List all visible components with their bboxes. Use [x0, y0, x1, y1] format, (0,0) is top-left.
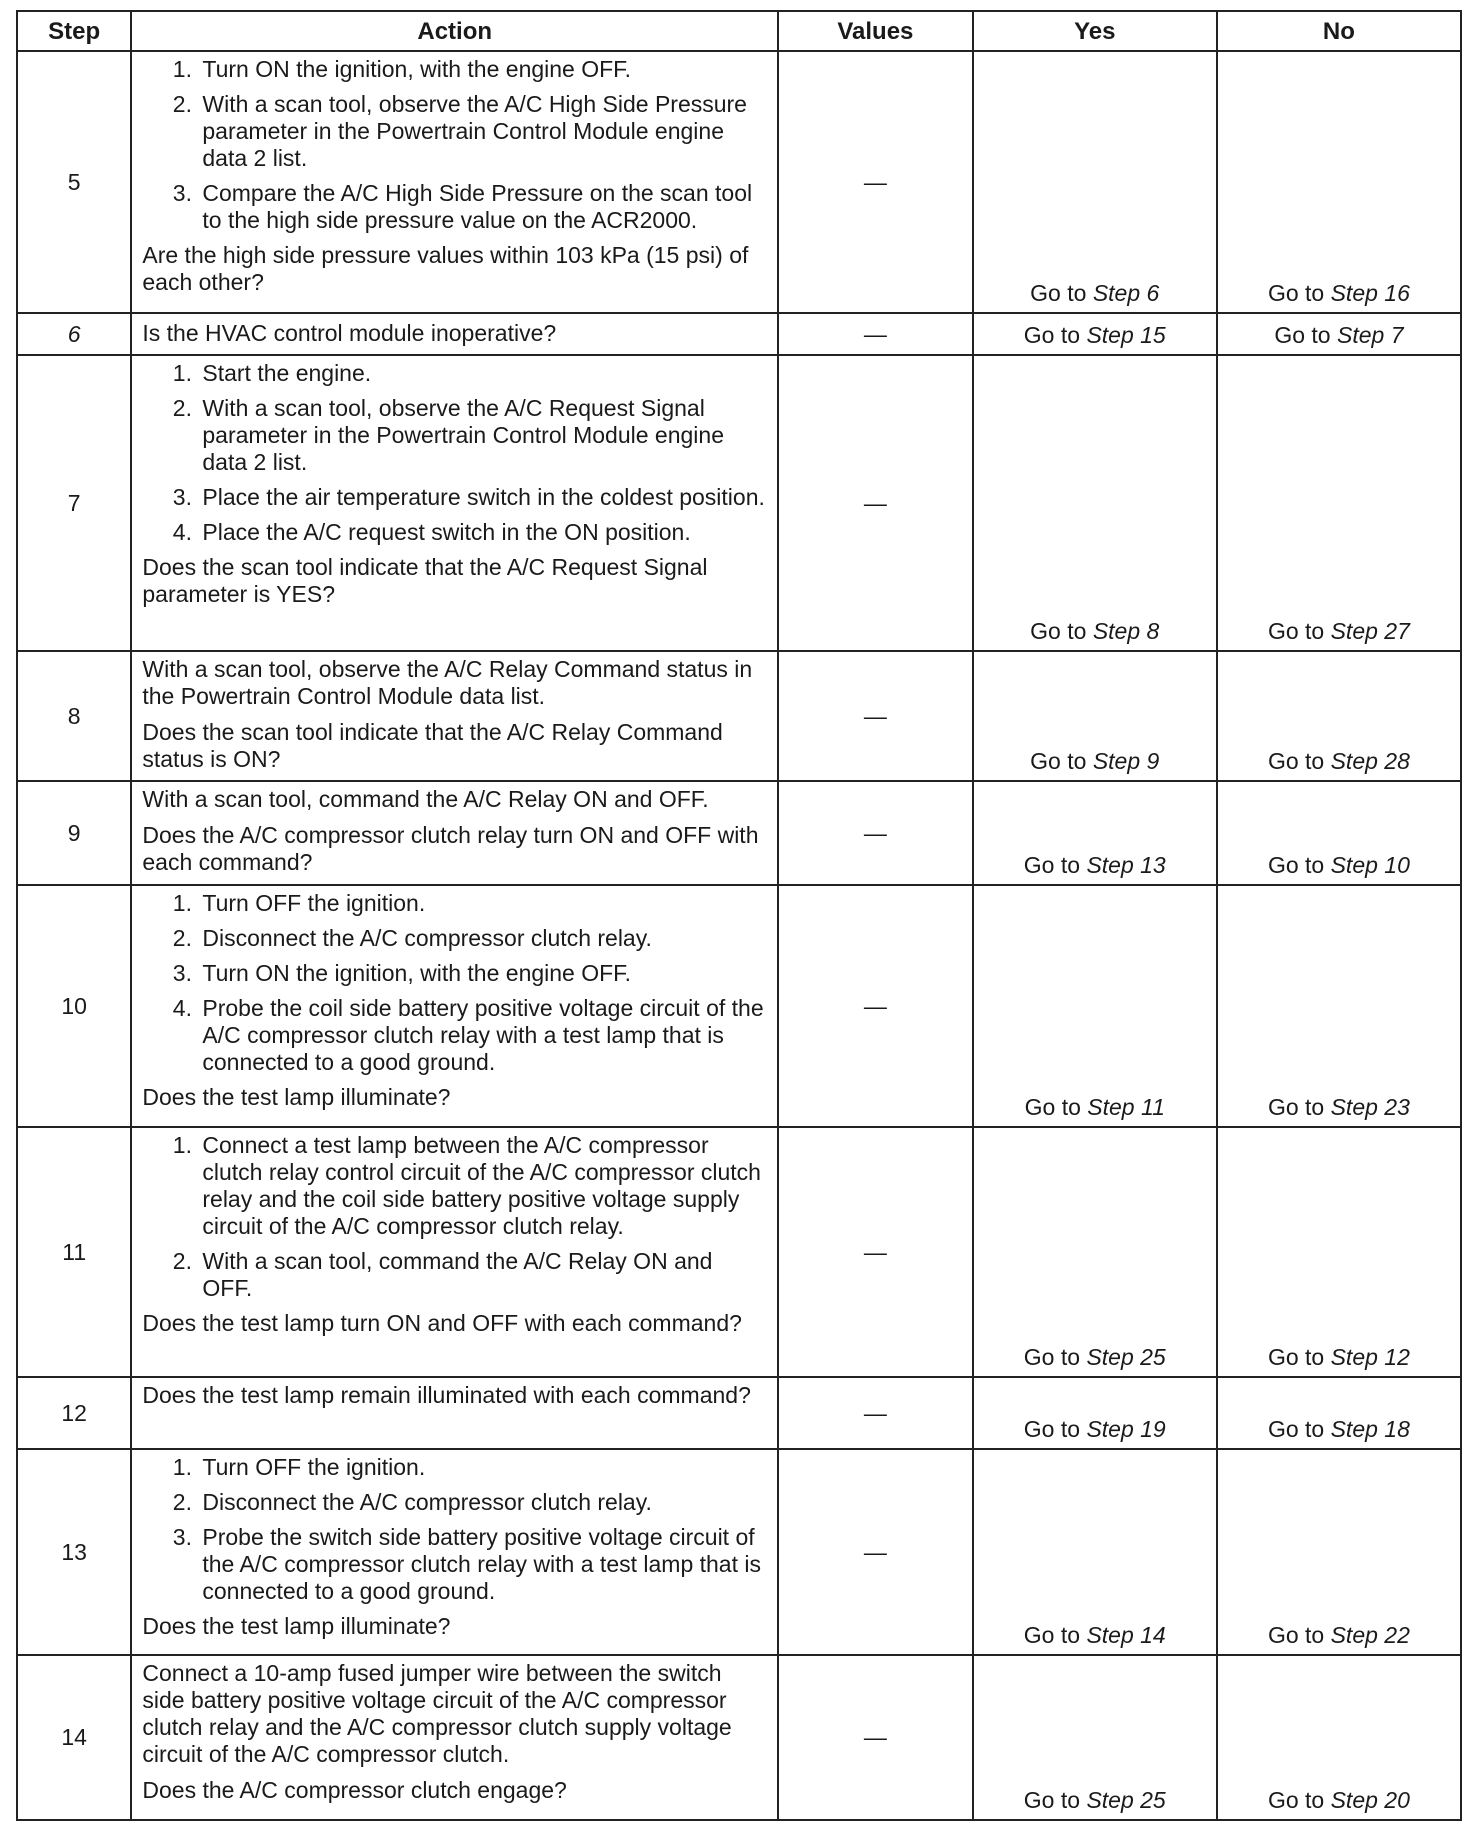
- values-cell: —: [778, 1449, 973, 1655]
- action-step: 2. Disconnect the A/C compressor clutch relay.: [198, 925, 767, 952]
- go-to-text: Go to: [1030, 748, 1087, 774]
- action-step: 1. Turn OFF the ignition.: [198, 890, 767, 917]
- go-to-text: Go to: [1023, 322, 1081, 348]
- go-to-text: Go to: [1030, 280, 1087, 306]
- action-cell: [131, 51, 778, 313]
- values-cell: —: [778, 1377, 973, 1449]
- no-cell: [1217, 781, 1461, 885]
- action-cell: [131, 1377, 778, 1449]
- values-cell: —: [778, 1127, 973, 1377]
- table-row: [17, 1449, 1461, 1655]
- step-number: 8: [17, 651, 131, 781]
- header-action: Action: [131, 11, 778, 51]
- table-row: [17, 355, 1461, 651]
- yes-cell: [973, 313, 1217, 355]
- action-steps: [142, 890, 767, 1076]
- header-values: Values: [778, 11, 973, 51]
- action-question: Does the test lamp illuminate?: [142, 1084, 451, 1110]
- action-step: 2. With a scan tool, command the A/C Relay ON and OFF.: [198, 1248, 767, 1302]
- no-step-ref: Step 27: [1330, 618, 1410, 644]
- action-step: 2. With a scan tool, observe the A/C High Side Pressure parameter in the Powertrain Control Module engine data 2 list.: [198, 91, 767, 172]
- diagnostic-table: [16, 10, 1462, 1821]
- yes-step-ref: Step 19: [1086, 1416, 1166, 1442]
- go-to-text: Go to: [1024, 1094, 1081, 1120]
- yes-step-ref: Step 8: [1092, 618, 1160, 644]
- yes-step-ref: Step 15: [1086, 322, 1166, 348]
- step-number: 6: [17, 313, 131, 355]
- go-to-text: Go to: [1023, 1344, 1081, 1370]
- no-cell: [1217, 885, 1461, 1127]
- action-question: Does the scan tool indicate that the A/C Relay Command status is ON?: [142, 719, 723, 772]
- table-row: [17, 1655, 1461, 1820]
- yes-cell: [973, 651, 1217, 781]
- action-instruction: With a scan tool, observe the A/C Relay Command status in the Powertrain Control Module data list.: [142, 656, 753, 709]
- action-step: 4. Probe the coil side battery positive voltage circuit of the A/C compressor clutch relay with a test lamp that is connected to a good ground.: [198, 995, 767, 1076]
- yes-cell: [973, 1449, 1217, 1655]
- yes-cell: [973, 1377, 1217, 1449]
- step-number: 5: [17, 51, 131, 313]
- action-question: Does the test lamp turn ON and OFF with each command?: [142, 1310, 742, 1336]
- no-step-ref: Step 28: [1330, 748, 1410, 774]
- action-step: 1. Turn OFF the ignition.: [198, 1454, 767, 1481]
- go-to-text: Go to: [1267, 618, 1325, 644]
- go-to-text: Go to: [1030, 618, 1087, 644]
- yes-step-ref: Step 25: [1086, 1344, 1166, 1370]
- no-step-ref: Step 22: [1330, 1622, 1410, 1648]
- action-cell: [131, 1449, 778, 1655]
- action-step: 1. Connect a test lamp between the A/C compressor clutch relay control circuit of the A/C compressor clutch relay and the coil side battery positive voltage supply circuit of the A/C compressor clutch relay.: [198, 1132, 767, 1240]
- action-cell: [131, 885, 778, 1127]
- no-cell: [1217, 1377, 1461, 1449]
- table-row: [17, 313, 1461, 355]
- values-cell: —: [778, 355, 973, 651]
- values-cell: —: [778, 651, 973, 781]
- action-cell: [131, 355, 778, 651]
- values-cell: —: [778, 1655, 973, 1820]
- go-to-text: Go to: [1267, 852, 1325, 878]
- no-step-ref: Step 20: [1330, 1787, 1410, 1813]
- header-yes: Yes: [973, 11, 1217, 51]
- go-to-text: Go to: [1023, 852, 1081, 878]
- no-cell: [1217, 1127, 1461, 1377]
- action-steps: [142, 360, 767, 546]
- values-cell: —: [778, 885, 973, 1127]
- yes-step-ref: Step 6: [1092, 280, 1160, 306]
- step-number: 14: [17, 1655, 131, 1820]
- action-steps: [142, 1132, 767, 1302]
- action-cell: [131, 313, 778, 355]
- values-cell: —: [778, 313, 973, 355]
- table-row: [17, 1127, 1461, 1377]
- no-step-ref: Step 16: [1330, 280, 1410, 306]
- action-step: 1. Start the engine.: [198, 360, 767, 387]
- action-question: Does the scan tool indicate that the A/C Request Signal parameter is YES?: [142, 554, 708, 607]
- go-to-text: Go to: [1267, 748, 1325, 774]
- action-step: 3. Place the air temperature switch in the coldest position.: [198, 484, 767, 511]
- no-step-ref: Step 7: [1336, 322, 1404, 348]
- no-cell: [1217, 355, 1461, 651]
- no-step-ref: Step 10: [1330, 852, 1410, 878]
- go-to-text: Go to: [1267, 1787, 1325, 1813]
- action-question: Are the high side pressure values within 103 kPa (15 psi) of each other?: [142, 242, 749, 295]
- step-number: 12: [17, 1377, 131, 1449]
- action-instruction: With a scan tool, command the A/C Relay ON and OFF.: [142, 786, 709, 812]
- action-cell: [131, 1127, 778, 1377]
- yes-step-ref: Step 25: [1086, 1787, 1166, 1813]
- yes-cell: [973, 781, 1217, 885]
- step-number: 9: [17, 781, 131, 885]
- table-row: [17, 1377, 1461, 1449]
- go-to-text: Go to: [1267, 1416, 1325, 1442]
- values-cell: —: [778, 51, 973, 313]
- action-cell: [131, 651, 778, 781]
- no-step-ref: Step 18: [1330, 1416, 1410, 1442]
- action-question: Does the A/C compressor clutch relay turn ON and OFF with each command?: [142, 822, 759, 875]
- step-number: 13: [17, 1449, 131, 1655]
- yes-cell: [973, 1127, 1217, 1377]
- go-to-text: Go to: [1267, 1622, 1325, 1648]
- action-steps: [142, 56, 767, 234]
- action-question: Is the HVAC control module inoperative?: [142, 320, 557, 346]
- action-step: 1. Turn ON the ignition, with the engine OFF.: [198, 56, 767, 83]
- no-cell: [1217, 313, 1461, 355]
- action-question: Does the test lamp illuminate?: [142, 1613, 451, 1639]
- action-cell: [131, 1655, 778, 1820]
- no-step-ref: Step 23: [1330, 1094, 1410, 1120]
- go-to-text: Go to: [1274, 322, 1331, 348]
- table-row: [17, 781, 1461, 885]
- go-to-text: Go to: [1023, 1787, 1081, 1813]
- header-row: [17, 11, 1461, 51]
- yes-cell: [973, 885, 1217, 1127]
- action-step: 3. Probe the switch side battery positive voltage circuit of the A/C compressor clutch relay with a test lamp that is connected to a good ground.: [198, 1524, 767, 1605]
- step-number: 7: [17, 355, 131, 651]
- yes-step-ref: Step 13: [1086, 852, 1166, 878]
- go-to-text: Go to: [1267, 280, 1325, 306]
- action-step: 2. Disconnect the A/C compressor clutch relay.: [198, 1489, 767, 1516]
- table-row: [17, 51, 1461, 313]
- yes-cell: [973, 51, 1217, 313]
- table-row: [17, 885, 1461, 1127]
- yes-step-ref: Step 11: [1087, 1094, 1165, 1120]
- values-cell: —: [778, 781, 973, 885]
- no-cell: [1217, 1449, 1461, 1655]
- header-no: No: [1217, 11, 1461, 51]
- no-cell: [1217, 51, 1461, 313]
- action-step: 4. Place the A/C request switch in the ON position.: [198, 519, 767, 546]
- step-number: 11: [17, 1127, 131, 1377]
- step-number: 10: [17, 885, 131, 1127]
- no-cell: [1217, 651, 1461, 781]
- yes-cell: [973, 1655, 1217, 1820]
- action-steps: [142, 1454, 767, 1605]
- table-row: [17, 651, 1461, 781]
- go-to-text: Go to: [1023, 1622, 1081, 1648]
- action-question: Does the A/C compressor clutch engage?: [142, 1777, 567, 1803]
- go-to-text: Go to: [1023, 1416, 1081, 1442]
- yes-step-ref: Step 14: [1086, 1622, 1166, 1648]
- action-step: 2. With a scan tool, observe the A/C Request Signal parameter in the Powertrain Control Module engine data 2 list.: [198, 395, 767, 476]
- action-step: 3. Turn ON the ignition, with the engine OFF.: [198, 960, 767, 987]
- action-step: 3. Compare the A/C High Side Pressure on the scan tool to the high side pressure value on the ACR2000.: [198, 180, 767, 234]
- no-step-ref: Step 12: [1330, 1344, 1410, 1370]
- header-step: Step: [17, 11, 131, 51]
- action-cell: [131, 781, 778, 885]
- yes-step-ref: Step 9: [1092, 748, 1160, 774]
- no-cell: [1217, 1655, 1461, 1820]
- yes-cell: [973, 355, 1217, 651]
- action-instruction: Connect a 10-amp fused jumper wire between the switch side battery positive voltage circuit of the A/C compressor clutch relay and the A/C compressor clutch supply voltage circuit of the A/C compressor clutch.: [142, 1660, 732, 1767]
- go-to-text: Go to: [1267, 1344, 1325, 1370]
- action-question: Does the test lamp remain illuminated with each command?: [142, 1382, 751, 1408]
- go-to-text: Go to: [1267, 1094, 1325, 1120]
